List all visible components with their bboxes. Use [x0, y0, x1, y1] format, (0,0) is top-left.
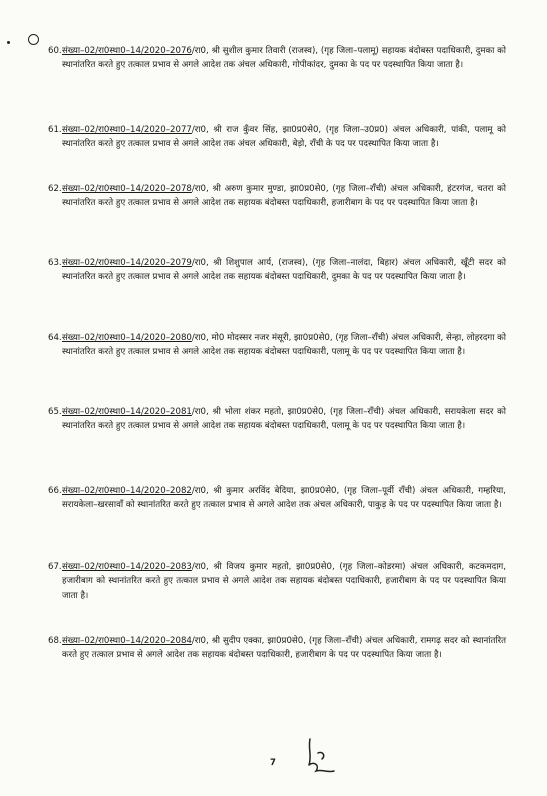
scan-speck — [7, 41, 10, 44]
entry-text — [62, 123, 506, 152]
entry-reference: संख्या–02/रा0स्था0–14/2020–2077 — [62, 125, 192, 135]
entry-body: /रा0, श्री शिशुपाल आर्य, (राजस्व), (गृह जिला–नालंदा, बिहार) अंचल अधिकारी, खूँटी सदर को स्थानांतरित करते हुए तत्काल प्रभाव से अगले आदेश तक सहायक बंदोबस्त पदाधिकारी, दुमका के पद पर पदस्थापित किया जाता है। — [62, 258, 506, 283]
entry-body: /रा0, मो0 मोदस्सर नजर मंसूरी, झा0प्र0से0, (गृह जिला–राँची) अंचल अधिकारी, सेन्हा, लोहरदगा को स्थानांतरित करते हुए तत्काल प्रभाव से अगले आदेश तक सहायक बंदोबस्त पदाधिकारी, पलामू के पद पर पदस्थापित किया जाता है। — [62, 333, 506, 358]
order-entry-65 — [48, 405, 506, 434]
order-entry-68 — [48, 634, 506, 663]
entry-number: 60. — [48, 46, 62, 56]
entry-body: /रा0, श्री अरुण कुमार मुण्डा, झा0प्र0से0, (गृह जिला–राँची) अंचल अधिकारी, हंटरगंज, चतरा को स्थानांतरित करते हुए तत्काल प्रभाव से अगले आदेश तक सहायक बंदोबस्त पदाधिकारी, हजारीबाग के पद पर पदस्थापित किया जाता है। — [62, 184, 506, 209]
entry-body: /रा0, श्री सुशील कुमार तिवारी (राजस्व), (गृह जिला–पलामू) सहायक बंदोबस्त पदाधिकारी, दुमका को स्थानांतरित करते हुए तत्काल प्रभाव से अगले आदेश तक अंचल अधिकारी, गोपीकांदर, दुमका के पद पर पदस्थापित किया जाता है। — [62, 46, 506, 71]
entry-text — [62, 405, 506, 434]
entry-reference: संख्या–02/रा0स्था0–14/2020–2082 — [62, 486, 192, 496]
order-entry-64 — [48, 331, 506, 360]
entry-text — [62, 560, 506, 603]
entry-body: /रा0, श्री भोला शंकर महतो, झा0प्र0से0, (गृह जिला–राँची) अंचल अधिकारी, सरायकेला सदर को स्थानांतरित करते हुए तत्काल प्रभाव से अगले आदेश तक सहायक बंदोबस्त पदाधिकारी, पलामू के पद पर पदस्थापित किया जाता है। — [62, 407, 506, 432]
order-entry-60 — [48, 44, 506, 73]
entry-number: 65. — [48, 407, 62, 417]
entry-reference: संख्या–02/रा0स्था0–14/2020–2076 — [62, 46, 192, 56]
entry-reference: संख्या–02/रा0स्था0–14/2020–2083 — [62, 562, 192, 572]
entry-text — [62, 484, 506, 513]
entry-body: /रा0, श्री सुदीप एक्का, झा0प्र0से0, (गृह जिला–राँची) अंचल अधिकारी, रामगढ़ सदर को स्थानांतरित करते हुए तत्काल प्रभाव से अगले आदेश तक सहायक बंदोबस्त पदाधिकारी, हजारीबाग के पद पर पदस्थापित किया जाता है। — [62, 636, 506, 661]
entry-number: 62. — [48, 184, 62, 194]
entry-text — [62, 44, 506, 73]
entry-number: 67. — [48, 562, 62, 572]
entry-number: 68. — [48, 636, 62, 646]
entry-number: 64. — [48, 333, 62, 343]
order-entry-61 — [48, 123, 506, 152]
order-entry-62 — [48, 182, 506, 211]
entry-text — [62, 256, 506, 285]
page-number: 7 — [270, 758, 276, 768]
entry-body: /रा0, श्री विजय कुमार महतो, झा0प्र0से0, (गृह जिला–कोडरमा) अंचल अधिकारी, कटकमदाग, हजारीबाग को स्थानांतरित करते हुए तत्काल प्रभाव से अगले आदेश तक सहायक बंदोबस्त पदाधिकारी, हजारीबाग के पद पर पदस्थापित किया जाता है। — [62, 562, 506, 601]
punch-hole-mark — [28, 34, 39, 45]
entry-number: 61. — [48, 125, 62, 135]
entry-reference: संख्या–02/रा0स्था0–14/2020–2080 — [62, 333, 192, 343]
entry-reference: संख्या–02/रा0स्था0–14/2020–2079 — [62, 258, 192, 268]
entry-body: /रा0, श्री राज कुँवर सिंह, झा0प्र0से0, (गृह जिला–उ0प्र0) अंचल अधिकारी, पांकी, पलामू को स्थानांतरित करते हुए तत्काल प्रभाव से अगले आदेश तक अंचल अधिकारी, बेड़ो, राँची के पद पर पदस्थापित किया जाता है। — [62, 125, 506, 150]
order-entry-66 — [48, 484, 506, 513]
order-entry-63 — [48, 256, 506, 285]
signature-mark — [300, 735, 340, 777]
entry-text — [62, 634, 506, 663]
entry-number: 66. — [48, 486, 62, 496]
entry-reference: संख्या–02/रा0स्था0–14/2020–2081 — [62, 407, 192, 417]
entry-body: /रा0, श्री कुमार अरविंद बेदिया, झा0प्र0से0, (गृह जिला–पूर्वी राँची) अंचल अधिकारी, गम्हरिया, सरायकेला–खरसावाँ को स्थानांतरित करते हुए तत्काल प्रभाव से अगले आदेश तक अंचल अधिकारी, पाकुड़ के पद पर पदस्थापित किया जाता है। — [62, 486, 506, 511]
entry-reference: संख्या–02/रा0स्था0–14/2020–2078 — [62, 184, 192, 194]
entry-reference: संख्या–02/रा0स्था0–14/2020–2084 — [62, 636, 192, 646]
entry-text — [62, 331, 506, 360]
entry-text — [62, 182, 506, 211]
entry-number: 63. — [48, 258, 62, 268]
order-entry-67 — [48, 560, 506, 603]
